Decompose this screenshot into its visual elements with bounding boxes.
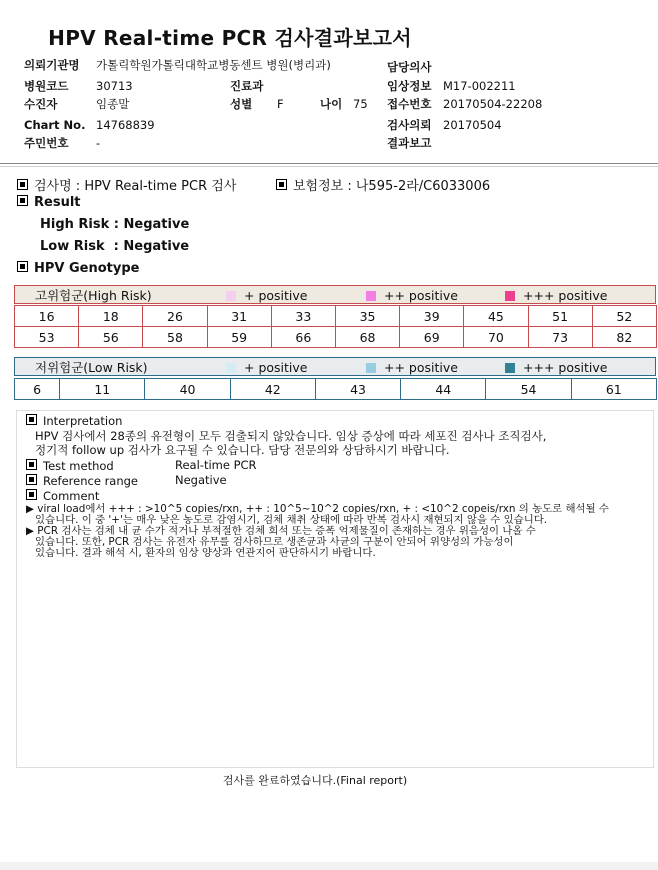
dept-label: 진료과 xyxy=(230,79,264,93)
header-divider xyxy=(0,166,658,167)
genotype-cell: 35 xyxy=(335,306,399,327)
field-label: 담당의사 xyxy=(387,60,432,74)
field-label: 결과보고 xyxy=(387,136,432,150)
genotype-cell: 58 xyxy=(143,327,207,348)
checkbox-icon xyxy=(26,414,37,425)
genotype-cell: 26 xyxy=(143,306,207,327)
result-heading-text: Result xyxy=(34,195,81,210)
legend-swatch xyxy=(505,363,515,373)
field-value: 임종말 xyxy=(96,97,130,111)
comment-line: 있습니다. 또한, PCR 검사는 유전자 유무를 검사하므로 생존균과 사균의 구분이 안되어 위양성의 가능성이 xyxy=(35,536,514,548)
high-risk-label: 고위험군(High Risk) xyxy=(35,288,152,303)
field-value: 14768839 xyxy=(96,118,155,132)
test-method-value: Real-time PCR xyxy=(175,458,257,472)
page-bottom-bar xyxy=(0,862,658,870)
genotype-cell: 73 xyxy=(528,327,592,348)
legend-swatch xyxy=(226,363,236,373)
checkbox-icon xyxy=(276,179,287,190)
genotype-cell: 52 xyxy=(592,306,656,327)
interpretation-text-line: HPV 검사에서 28종의 유전형이 모두 검출되지 않았습니다. 임상 증상에 따라 세포진 검사나 조직검사, xyxy=(35,429,547,443)
reference-range-label: Reference range xyxy=(43,474,139,488)
comment-line: ▶ viral load에서 +++ : >10^5 copies/rxn, ++ : 10^5~10^2 copies/rxn, + : <10^2 copeis/rxn 의 농도로 해석될 수 xyxy=(26,503,609,515)
genotype-cell: 70 xyxy=(464,327,528,348)
field-value: 20170504 xyxy=(443,118,502,132)
report-title: HPV Real-time PCR 검사결과보고서 xyxy=(48,26,412,50)
final-report-status: 검사를 완료하였습니다.(Final report) xyxy=(222,774,408,787)
genotype-cell: 44 xyxy=(401,379,486,400)
table-row xyxy=(15,379,657,400)
comment-label: Comment xyxy=(43,489,100,503)
comment-text xyxy=(26,504,609,559)
comment-row xyxy=(26,489,99,502)
legend-item xyxy=(366,358,458,377)
field-value: 가톨릭학원가톨릭대학교병동센트 병원(병리과) xyxy=(96,58,331,72)
field-label: 검사의뢰 xyxy=(387,118,432,132)
interpretation-text-line: 정기적 follow up 검사가 요구될 수 있습니다. 담당 전문의와 상담하시기 바랍니다. xyxy=(35,443,450,457)
genotype-cell: 40 xyxy=(145,379,230,400)
genotype-cell: 51 xyxy=(528,306,592,327)
low-risk-result: Low Risk : Negative xyxy=(40,239,190,254)
field-value: M17-002211 xyxy=(443,79,516,93)
genotype-heading-text: HPV Genotype xyxy=(34,261,140,276)
genotype-cell: 54 xyxy=(486,379,571,400)
legend-item xyxy=(226,286,307,305)
field-value: 30713 xyxy=(96,79,133,93)
checkbox-icon xyxy=(26,474,37,485)
genotype-cell: 69 xyxy=(400,327,464,348)
sex-value: F xyxy=(277,97,284,111)
high-risk-result: High Risk : Negative xyxy=(40,217,190,232)
field-label: 수진자 xyxy=(24,97,58,111)
low-risk-label: 저위험군(Low Risk) xyxy=(35,360,148,375)
genotype-cell: 45 xyxy=(464,306,528,327)
checkbox-icon xyxy=(17,179,28,190)
genotype-cell: 31 xyxy=(207,306,271,327)
age-value: 75 xyxy=(353,97,368,111)
genotype-cell: 42 xyxy=(230,379,315,400)
legend-label: + positive xyxy=(244,288,308,303)
legend-label: ++ positive xyxy=(384,360,458,375)
genotype-cell: 66 xyxy=(271,327,335,348)
interpretation-heading xyxy=(26,414,122,427)
field-label: Chart No. xyxy=(24,118,86,132)
legend-swatch xyxy=(505,291,515,301)
legend-label: +++ positive xyxy=(523,360,608,375)
genotype-cell: 82 xyxy=(592,327,656,348)
legend-item xyxy=(505,286,607,305)
legend-swatch xyxy=(366,291,376,301)
genotype-cell: 16 xyxy=(15,306,79,327)
header-divider xyxy=(0,163,658,164)
test-method-row xyxy=(26,459,114,472)
reference-range-row xyxy=(26,474,138,487)
genotype-cell: 43 xyxy=(315,379,400,400)
genotype-cell: 6 xyxy=(15,379,60,400)
field-label: 주민번호 xyxy=(24,136,69,150)
legend-label: ++ positive xyxy=(384,288,458,303)
result-heading xyxy=(17,195,81,210)
legend-item xyxy=(226,358,307,377)
field-label: 병원코드 xyxy=(24,79,69,93)
low-risk-header xyxy=(14,357,656,376)
legend-swatch xyxy=(366,363,376,373)
legend-swatch xyxy=(226,291,236,301)
genotype-cell: 68 xyxy=(335,327,399,348)
test-name-line xyxy=(17,175,236,194)
genotype-cell: 18 xyxy=(79,306,143,327)
comment-line: 있습니다. 이 중 '+'는 매우 낮은 농도로 감염시기, 검체 채취 상태에 따라 반복 검사시 재현되지 않을 수 있습니다. xyxy=(35,514,548,526)
field-label: 임상정보 xyxy=(387,79,432,93)
field-value: 20170504-22208 xyxy=(443,97,543,111)
field-value: - xyxy=(96,136,101,150)
insurance-line xyxy=(276,175,490,194)
genotype-cell: 11 xyxy=(60,379,145,400)
genotype-cell: 33 xyxy=(271,306,335,327)
age-label: 나이 xyxy=(320,97,343,111)
sex-label: 성별 xyxy=(230,97,253,111)
genotype-cell: 56 xyxy=(79,327,143,348)
test-name: 검사명 : HPV Real-time PCR 검사 xyxy=(34,179,237,194)
checkbox-icon xyxy=(17,195,28,206)
legend-item xyxy=(366,286,458,305)
table-row xyxy=(15,306,657,327)
field-label: 접수번호 xyxy=(387,97,432,111)
genotype-cell: 59 xyxy=(207,327,271,348)
genotype-cell: 39 xyxy=(400,306,464,327)
genotype-cell: 61 xyxy=(571,379,656,400)
genotype-cell: 53 xyxy=(15,327,79,348)
legend-label: + positive xyxy=(244,360,308,375)
genotype-heading xyxy=(17,261,139,276)
comment-line: ▶ PCR 검사는 검체 내 균 수가 적거나 부적절한 검체 희석 또는 증폭 억제물질이 존재하는 경우 위음성이 나올 수 xyxy=(26,525,536,537)
insurance-info: 보험정보 : 나595-2라/C6033006 xyxy=(293,179,491,194)
legend-label: +++ positive xyxy=(523,288,608,303)
checkbox-icon xyxy=(26,489,37,500)
interpretation-heading-text: Interpretation xyxy=(43,414,123,428)
table-row xyxy=(15,327,657,348)
checkbox-icon xyxy=(17,261,28,272)
legend-item xyxy=(505,358,607,377)
high-risk-header xyxy=(14,285,656,304)
field-label: 의뢰기관명 xyxy=(24,58,80,72)
comment-line: 있습니다. 결과 해석 시, 환자의 임상 양상과 연관지어 판단하시기 바랍니다. xyxy=(35,547,376,559)
checkbox-icon xyxy=(26,459,37,470)
test-method-label: Test method xyxy=(43,459,114,473)
low-risk-table xyxy=(14,378,657,400)
reference-range-value: Negative xyxy=(175,473,227,487)
high-risk-table xyxy=(14,305,657,348)
